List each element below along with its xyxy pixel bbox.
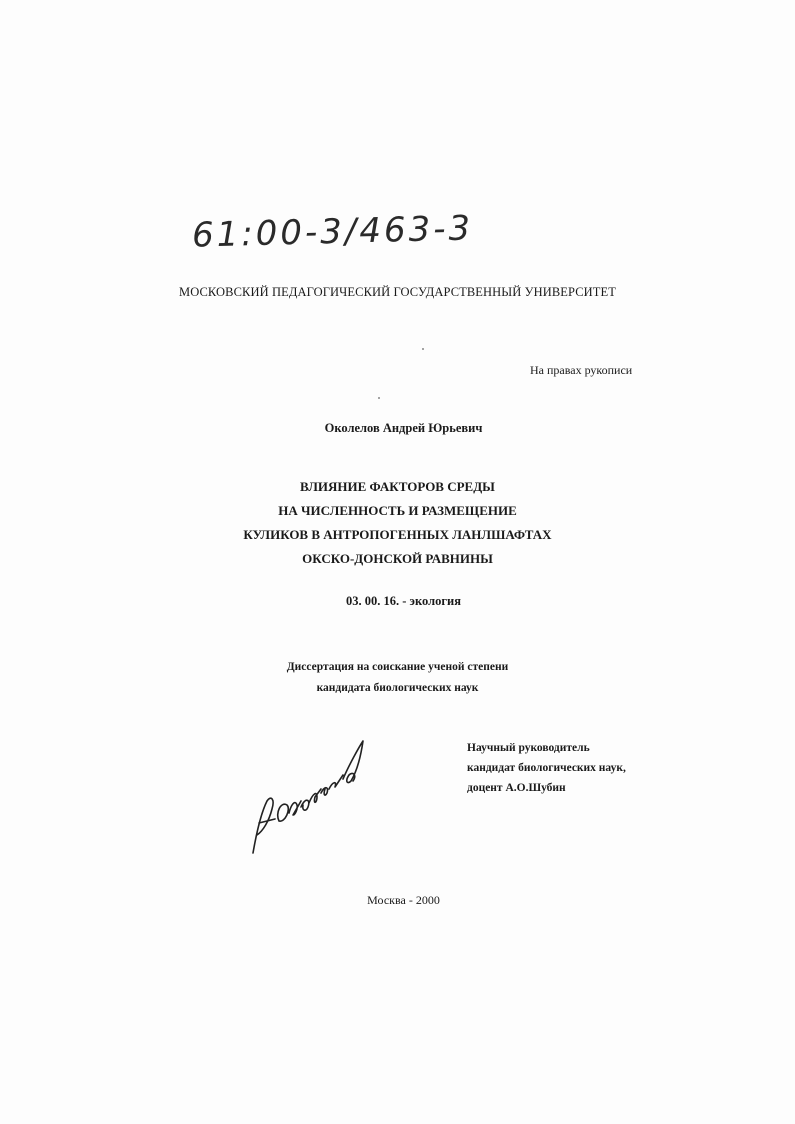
author-name: Околелов Андрей Юрьевич [324,421,483,435]
title-line: ОКСКО-ДОНСКОЙ РАВНИНЫ [302,551,493,566]
specialty-code: 03. 00. 16. - экология [346,594,461,608]
title-line: ВЛИЯНИЕ ФАКТОРОВ СРЕДЫ [300,479,495,494]
supervisor-line: кандидат биологических наук, [467,762,626,774]
university-name: МОСКОВСКИЙ ПЕДАГОГИЧЕСКИЙ ГОСУДАРСТВЕННЫЙ УНИВЕРСИТЕТ [178,285,617,299]
supervisor-line: Научный руководитель [467,742,590,754]
author-signature [245,735,375,860]
degree-line: Диссертация на соискание ученой степени [286,661,509,673]
city-year: Москва - 2000 [367,893,440,907]
dissertation-title [0,475,795,571]
supervisor-line: доцент А.О.Шубин [467,782,566,794]
scan-speck [378,397,380,399]
supervisor-block [467,738,626,798]
handwritten-catalog-code: 61:00-3/463-3 [191,208,474,256]
title-line: НА ЧИСЛЕННОСТЬ И РАЗМЕЩЕНИЕ [278,503,517,518]
title-line: КУЛИКОВ В АНТРОПОГЕННЫХ ЛАНЛШАФТАХ [243,527,552,542]
degree-statement [0,657,795,699]
rights-note: На правах рукописи [530,363,633,377]
degree-line: кандидата биологических наук [316,682,479,694]
signature-stroke [253,741,363,853]
scan-speck [422,348,424,350]
